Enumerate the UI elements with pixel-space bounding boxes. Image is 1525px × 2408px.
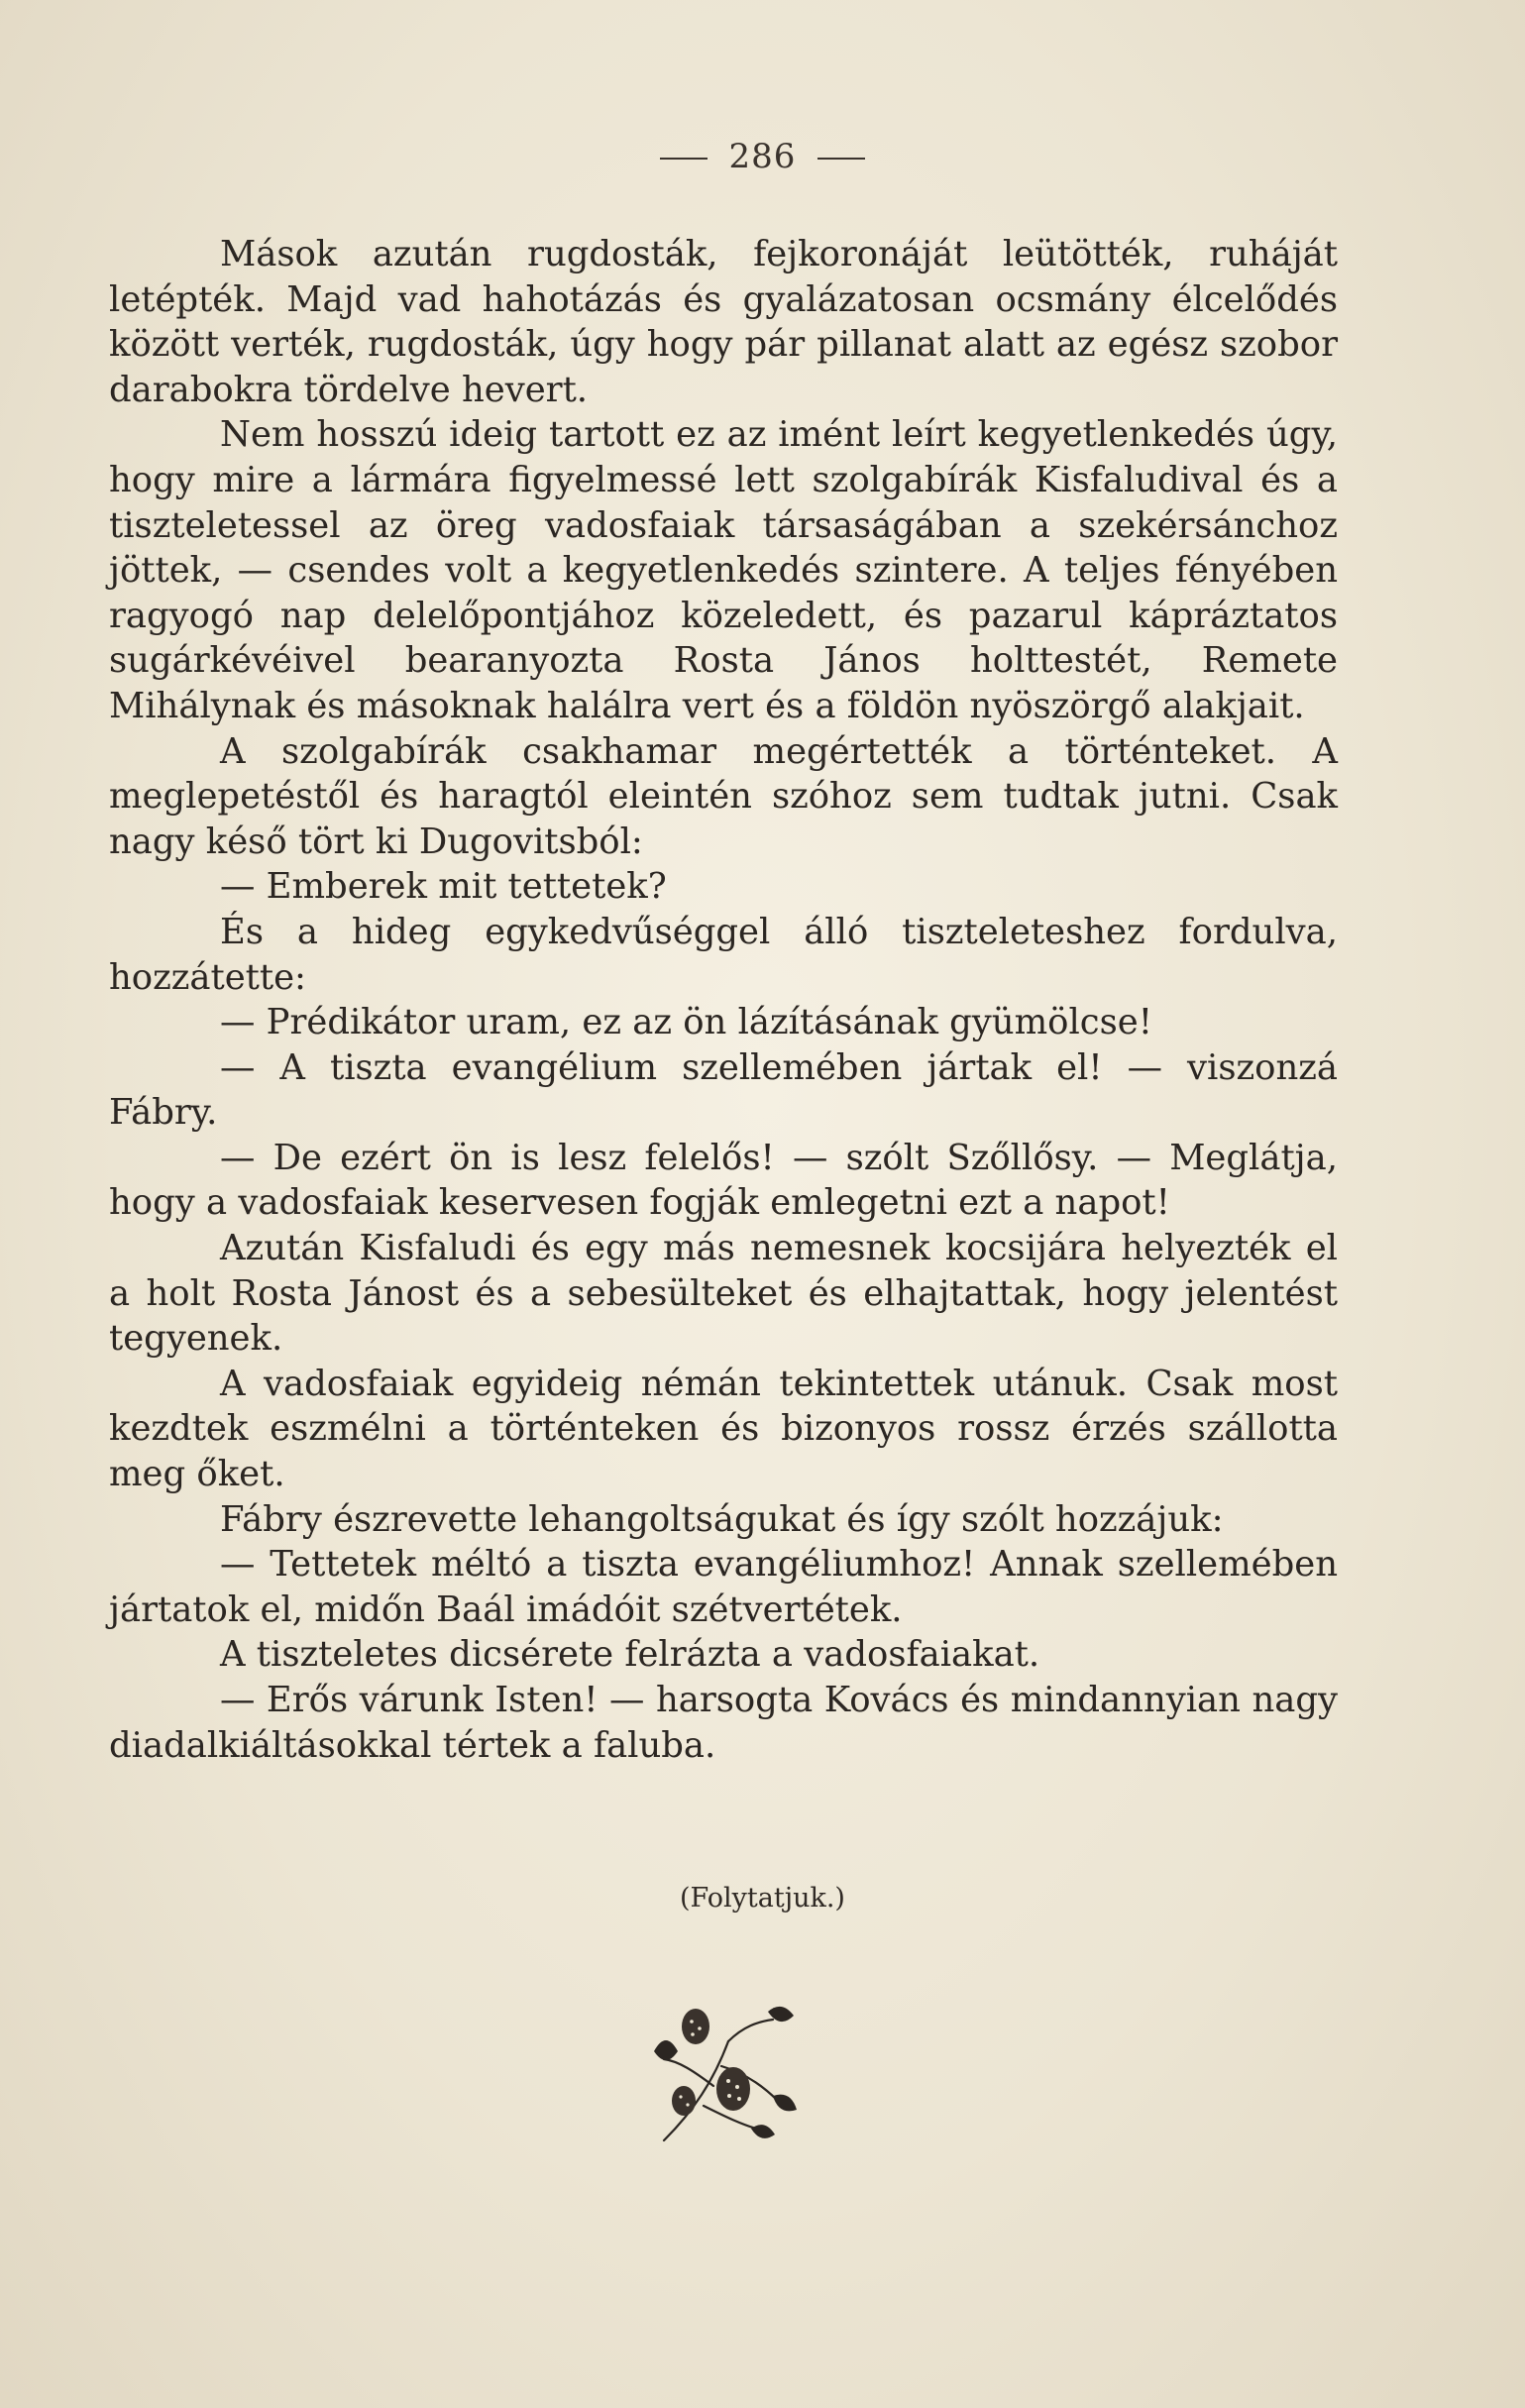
header-dash-right bbox=[817, 158, 865, 160]
paragraph: Mások azután rugdosták, fejkoronáját leütötték, ruháját letépték. Majd vad hahotázás és gyalázatosan ocsmány élcelődés között verték, rugdosták, úgy hogy pár pillanat alatt az egész szobor darabokra tördelve hevert. bbox=[109, 234, 1338, 410]
paragraph: Nem hosszú ideig tartott ez az imént leírt kegyetlenkedés úgy, hogy mire a lármára figyelmessé lett szolgabírák Kisfaludival és a tiszteletessel az öreg vadosfaiak társaságában a szekérsánchoz jöttek, — csendes volt a kegyetlenkedés szintere. A teljes fényében ragyogó nap delelőpontjához közeledett, és pazarul kápráztatos sugárkévéivel bearanyozta Rosta János holttestét, Remete Mihálynak és másoknak halálra vert és a földön nyöszörgő alakjait. bbox=[109, 414, 1338, 726]
paragraph: A tiszteletes dicsérete felrázta a vadosfaiakat. bbox=[220, 1634, 1040, 1676]
body-text bbox=[109, 232, 1338, 1768]
page-number: 286 bbox=[728, 137, 797, 176]
continuation-note: (Folytatjuk.) bbox=[680, 1883, 845, 1914]
paragraph: — Tettetek méltó a tiszta evangéliumhoz! Annak szellemében jártatok el, midőn Baál imádóit szétvertétek. bbox=[109, 1544, 1338, 1630]
paragraph: Azután Kisfaludi és egy más nemesnek kocsijára helyezték el a holt Rosta Jánost és a sebesülteket és elhajtattak, hogy jelentést tegyenek. bbox=[109, 1228, 1338, 1360]
paragraph: A vadosfaiak egyideig némán tekintettek utánuk. Csak most kezdtek eszmélni a történteken és bizonyos rossz érzés szállotta meg őket. bbox=[109, 1363, 1338, 1495]
strawberry-sprig-icon bbox=[634, 2002, 813, 2150]
header-dash-left bbox=[660, 158, 708, 160]
paragraph: — Emberek mit tettetek? bbox=[220, 866, 667, 908]
paragraph: — Erős várunk Isten! — harsogta Kovács és mindannyian nagy diadalkiáltásokkal tértek a faluba. bbox=[109, 1680, 1338, 1766]
paragraph: — De ezért ön is lesz felelős! — szólt Szőllősy. — Meglátja, hogy a vadosfaiak keservesen fogják emlegetni ezt a napot! bbox=[109, 1137, 1338, 1224]
page-header bbox=[0, 137, 1525, 176]
paragraph: — A tiszta evangélium szellemében jártak el! — viszonzá Fábry. bbox=[109, 1046, 1338, 1134]
paragraph: — Prédikátor uram, ez az ön lázításának gyümölcse! bbox=[220, 1002, 1152, 1043]
paragraph: A szolgabírák csakhamar megértették a történteket. A meglepetéstől és haragtól eleintén szóhoz sem tudtak jutni. Csak nagy késő tört ki Dugovitsból: bbox=[109, 730, 1338, 862]
paragraph: És a hideg egykedvűséggel álló tiszteleteshez fordulva, hozzátette: bbox=[109, 911, 1338, 998]
paragraph: Fábry észrevette lehangoltságukat és így szólt hozzájuk: bbox=[220, 1498, 1224, 1540]
